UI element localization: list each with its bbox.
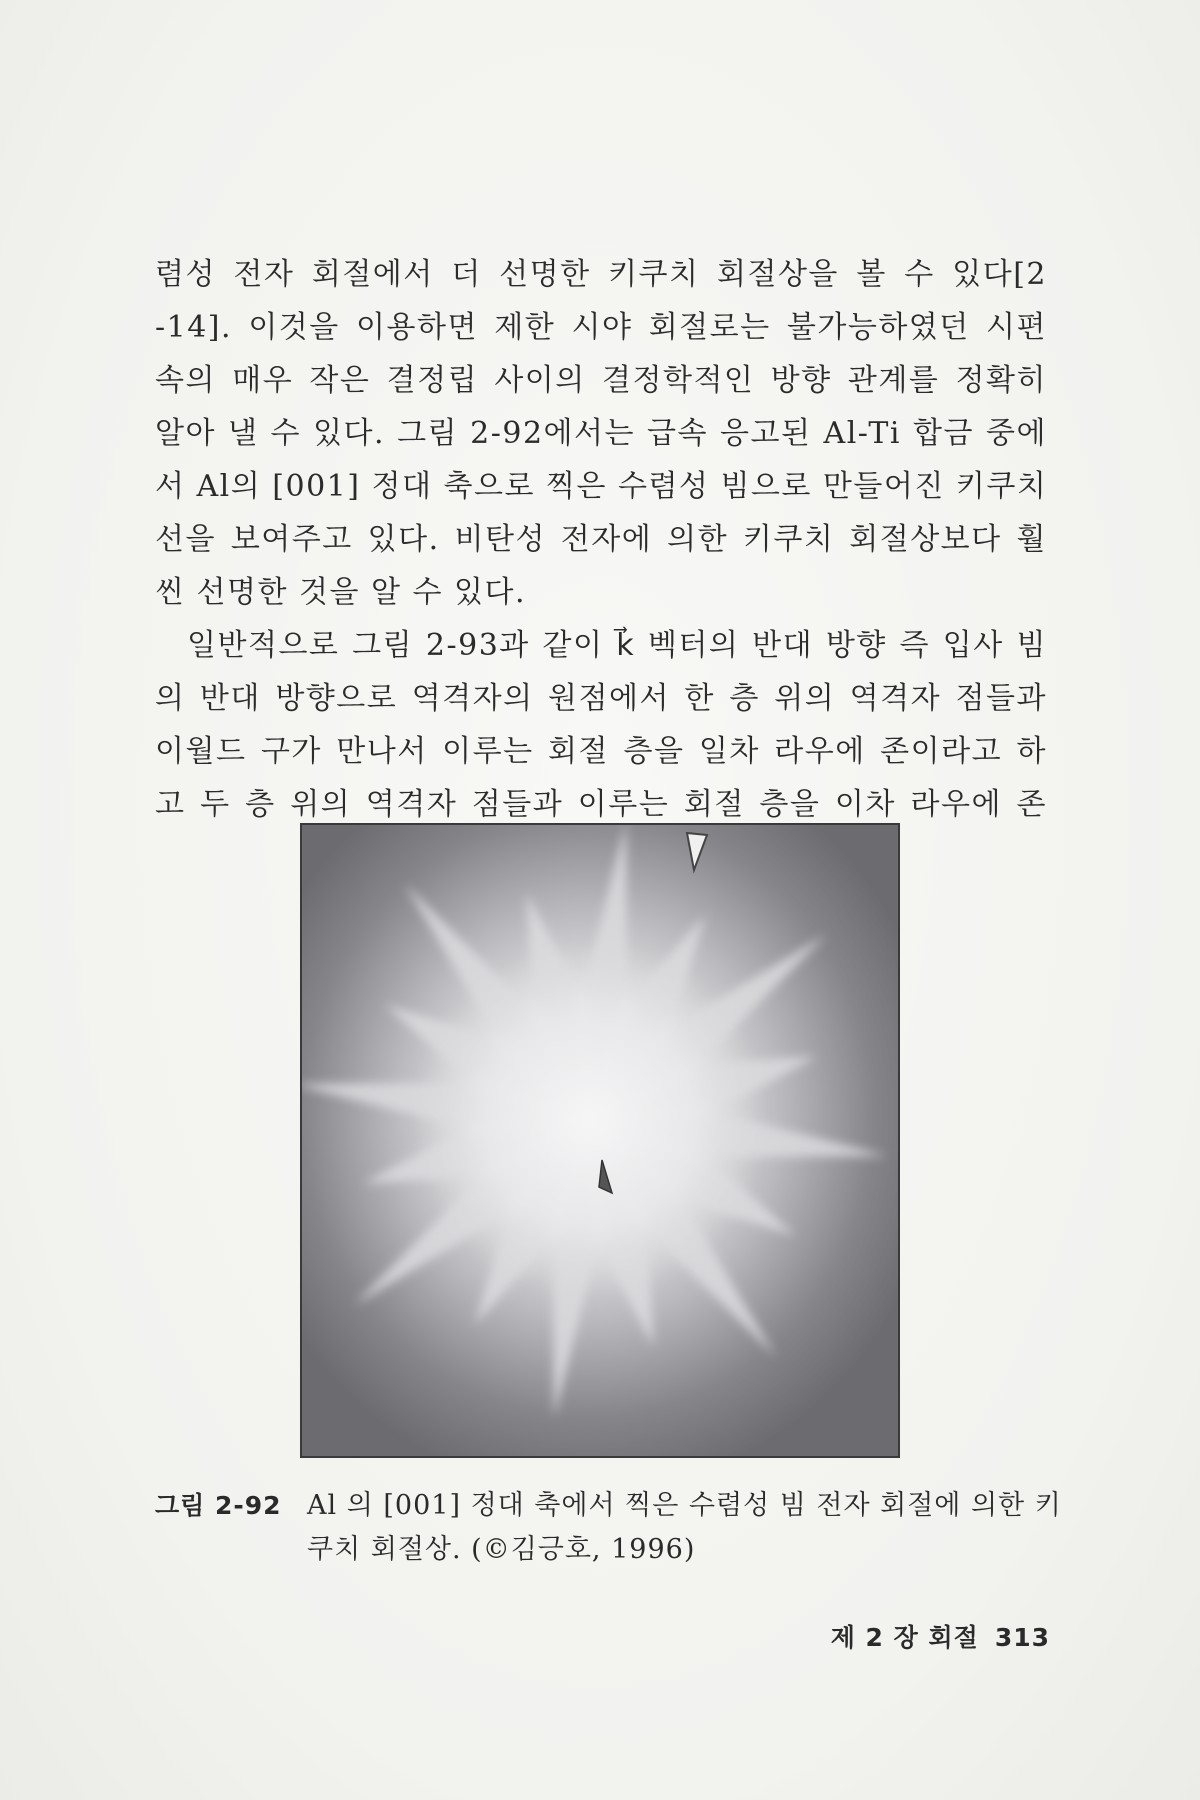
caption-line: Al 의 [001] 정대 축에서 찍은 수렴성 빔 전자 회절에 의한 키 — [307, 1490, 1062, 1521]
chapter-title: 제 2 장 회절 — [830, 1623, 979, 1652]
text-line: 속의 매우 작은 결정립 사이의 결정학적인 방향 관계를 정확히 — [155, 363, 1047, 398]
text-line: 렴성 전자 회절에서 더 선명한 키쿠치 회절상을 볼 수 있다[2 — [155, 257, 1047, 292]
caption-line: 쿠치 회절상. (©김긍호, 1996) — [307, 1534, 696, 1565]
page-number: 313 — [994, 1623, 1050, 1652]
text-line: 선을 보여주고 있다. 비탄성 전자에 의한 키쿠치 회절상보다 훨 — [155, 522, 1047, 557]
text-line: 일반적으로 그림 2-93과 같이 k⃗ 벡터의 반대 방향 즉 입사 빔 — [187, 628, 1047, 663]
page-footer — [831, 1618, 1050, 1654]
body-text — [155, 248, 1047, 831]
kikuchi-pattern-figure — [300, 823, 900, 1458]
text-line: 알아 낼 수 있다. 그림 2-92에서는 급속 응고된 Al-Ti 합금 중에 — [155, 416, 1047, 451]
text-line: 서 Al의 [001] 정대 축으로 찍은 수렴성 빔으로 만들어진 키쿠치 — [155, 469, 1047, 504]
text-line: 고 두 층 위의 역격자 점들과 이루는 회절 층을 이차 라우에 존 — [155, 787, 1047, 822]
caption-label: 그림 2-92 — [155, 1491, 282, 1520]
text-line: -14]. 이것을 이용하면 제한 시야 회절로는 불가능하였던 시편 — [155, 310, 1047, 345]
text-line: 의 반대 방향으로 역격자의 원점에서 한 층 위의 역격자 점들과 — [155, 681, 1047, 716]
caption-text — [307, 1484, 1062, 1572]
text-line: 이월드 구가 만나서 이루는 회절 층을 일차 라우에 존이라고 하 — [155, 734, 1047, 769]
text-line: 씬 선명한 것을 알 수 있다. — [155, 575, 527, 610]
diffraction-image — [302, 825, 898, 1456]
